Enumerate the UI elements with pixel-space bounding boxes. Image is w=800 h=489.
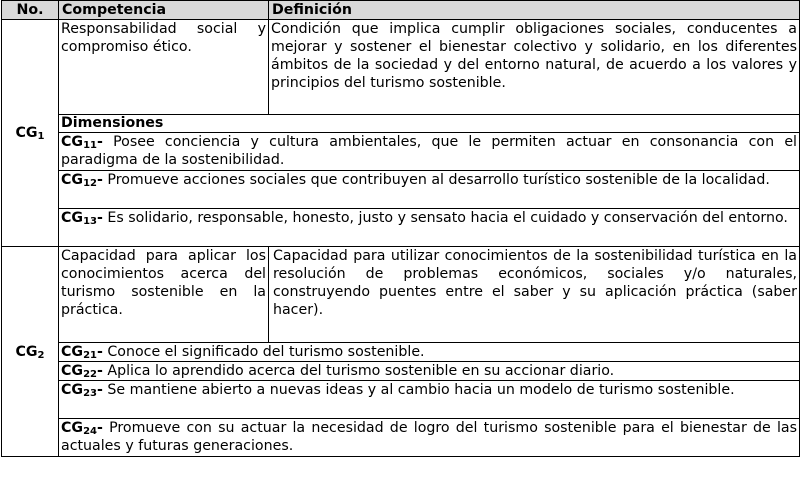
cg21-dimension (59, 343, 800, 362)
cg11-dimension (59, 133, 800, 171)
cg2-number: $CG_2$ (2, 247, 59, 457)
competencies-table (1, 0, 800, 457)
cg13-dimension (59, 209, 800, 247)
cg2-definicion: Capacidad para utilizar conocimientos de la sostenibilidad turística en la resolución de problemas económicos, sociales y/o naturales, construyendo puentes entre el saber y su aplicación práctica (saber hacer). (269, 247, 800, 343)
cg1-definicion: Condición que implica cumplir obligaciones sociales, conducentes a mejorar y sostener el bienestar colectivo y solidario, en los diferentes ámbitos de la sociedad y del entorno natural, de acuerdo a los valores y principios del turismo sostenible. (269, 20, 800, 115)
dimension-text: Conoce el significado del turismo sostenible. (102, 344, 425, 360)
dimension-text: Es solidario, responsable, honesto, justo y sensato hacia el cuidado y conservación del entorno. (102, 210, 788, 226)
dimension-code: $CG_{12}-$ (61, 172, 103, 189)
cg2-competencia: Capacidad para aplicar los conocimientos acerca del turismo sostenible en la práctica. (59, 247, 269, 343)
cg2-dimension-row (2, 343, 800, 362)
cg1-dimensiones-row (2, 115, 800, 133)
cg1-main-row (2, 20, 800, 115)
dimension-text: Promueve acciones sociales que contribuyen al desarrollo turístico sostenible de la localidad. (102, 172, 770, 188)
dimension-code: $CG_{24}-$ (61, 420, 103, 437)
header-definicion: Definición (269, 1, 800, 20)
dimension-text: Promueve con su actuar la necesidad de logro del turismo sostenible para el bienestar de las actuales y futuras generaciones. (61, 420, 797, 454)
cg12-dimension (59, 171, 800, 209)
cg2-main-row (2, 247, 800, 343)
dimension-code: $CG_{13}-$ (61, 210, 103, 227)
cg2-dimension-row (2, 362, 800, 381)
header-competencia: Competencia (59, 1, 269, 20)
cg1-dimension-row (2, 209, 800, 247)
cg23-dimension (59, 381, 800, 419)
cg22-dimension (59, 362, 800, 381)
cg2-dimension-row (2, 381, 800, 419)
dimensiones-heading: Dimensiones (59, 115, 800, 133)
cg1-dimension-row (2, 171, 800, 209)
dimension-text: Aplica lo aprendido acerca del turismo sostenible en su accionar diario. (102, 363, 615, 379)
header-row (2, 1, 800, 20)
cg1-dimension-row (2, 133, 800, 171)
dimension-code: $CG_{23}-$ (61, 382, 103, 399)
dimension-code: $CG_{11}-$ (61, 134, 103, 151)
cg1-number: $CG_1$ (2, 20, 59, 247)
cg2-dimension-row (2, 419, 800, 457)
cg1-competencia: Responsabilidad social y compromiso ético. (59, 20, 269, 115)
dimension-code: $CG_{22}-$ (61, 363, 103, 380)
dimension-code: $CG_{21}-$ (61, 344, 103, 361)
dimension-text: Se mantiene abierto a nuevas ideas y al cambio hacia un modelo de turismo sostenible. (102, 382, 735, 398)
header-no: No. (2, 1, 59, 20)
dimension-text: Posee conciencia y cultura ambientales, que le permiten actuar en consonancia con el paradigma de la sostenibilidad. (61, 134, 797, 168)
cg24-dimension (59, 419, 800, 457)
